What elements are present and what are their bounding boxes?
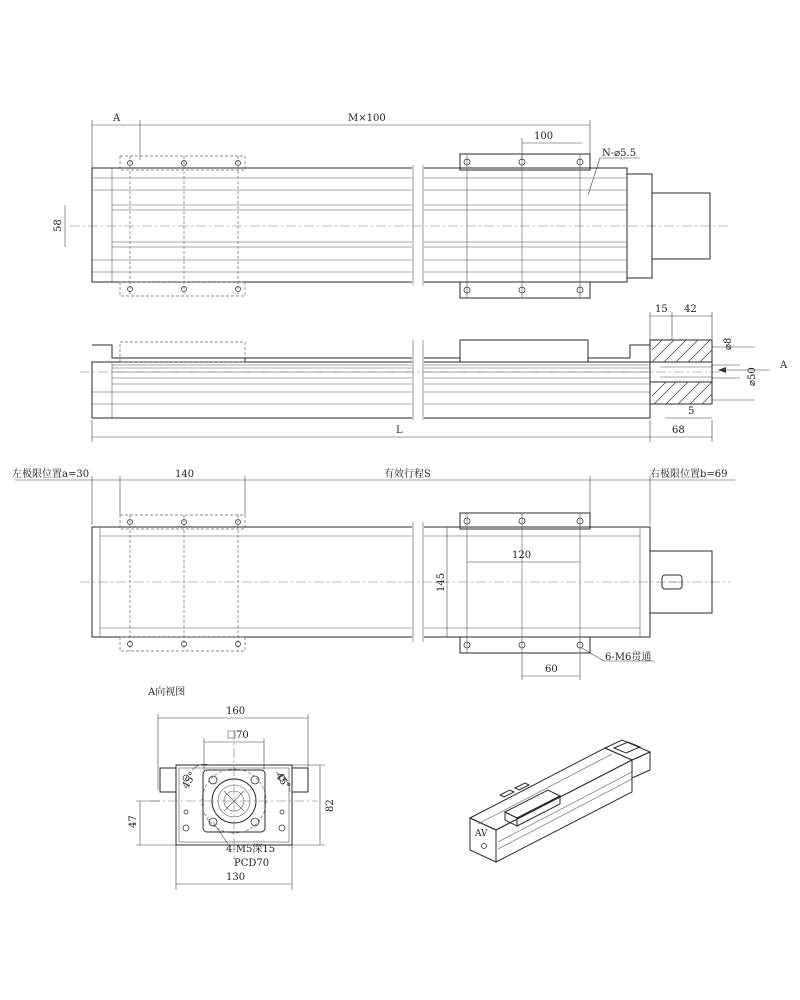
dim-120-label: 120 [512,550,532,561]
plan-view [12,467,735,680]
pcd-label: PCD70 [234,858,270,869]
iso-view [470,740,650,862]
angle-left-label: 45° [180,770,199,791]
dim-100-label: 100 [534,131,554,142]
dim-140-label: 140 [175,469,195,480]
dim-hole-label: N-⌀5.5 [602,148,637,159]
dim-130-label: 130 [226,872,246,883]
dim-68-label: 68 [672,425,685,436]
angle-right-label: 45° [272,770,293,792]
dim-60-label: 60 [545,664,558,675]
dim-a-label: A [113,113,121,124]
iso-logo: AV [475,829,488,839]
dim-sq70-label: 70 [236,730,249,741]
dim-m100-label: M×100 [348,113,386,124]
view-arrow-a-label: A [780,360,788,371]
dim-phi50-label: ⌀50 [747,367,758,386]
dim-42-label: 42 [684,304,697,315]
dim-l-label: L [396,425,403,436]
side-view [80,304,788,442]
left-limit-label: 左极限位置a=30 [12,469,90,480]
dim-15-label: 15 [655,304,668,315]
top-view [53,113,730,298]
a-view [128,685,336,890]
dim-47-label: 47 [128,815,139,828]
tapped-label: 4-M5深15 [226,844,276,855]
stroke-label: 有效行程S [384,469,431,480]
dim-82-label: 82 [325,799,336,812]
dim-58-label: 58 [53,219,64,232]
dim-160-label: 160 [226,706,246,717]
a-view-title: A向视图 [148,687,186,698]
dim-phi8-label: ⌀8 [723,337,734,350]
dim-5-label: 5 [688,406,695,417]
right-limit-label: 右极限位置b=69 [650,469,728,480]
dim-145-label: 145 [436,572,447,592]
tapped-holes-label: 6-M6贯通 [605,652,652,663]
